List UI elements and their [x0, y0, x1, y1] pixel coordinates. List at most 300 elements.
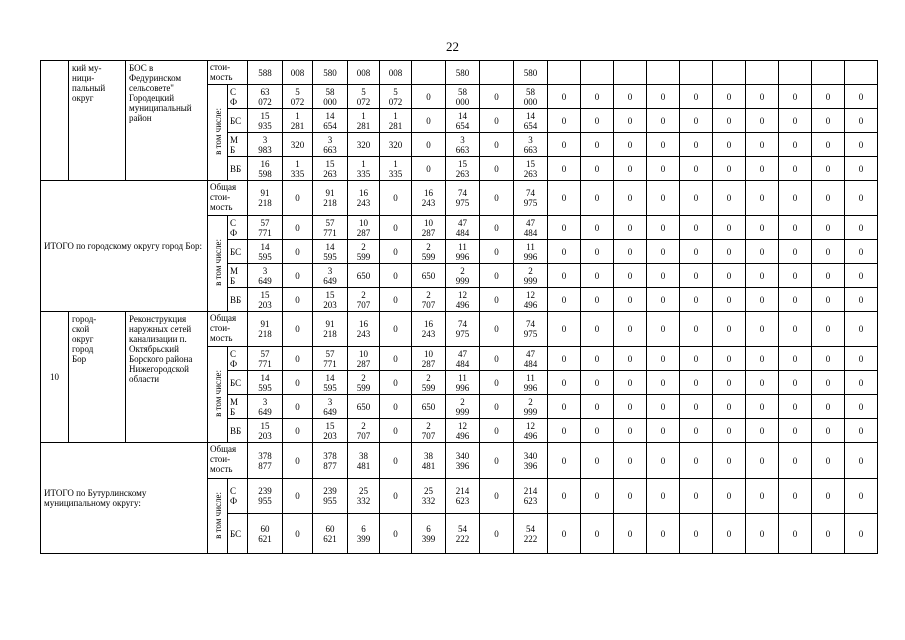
funding-source-label: БС [228, 109, 248, 133]
value-cell: 0 [779, 264, 812, 288]
value-cell: 5 072 [283, 85, 313, 109]
value-cell: 0 [480, 157, 514, 181]
value-cell: 2 707 [412, 419, 446, 443]
value-cell: 0 [845, 157, 878, 181]
value-cell: 0 [812, 133, 845, 157]
value-cell: 0 [845, 240, 878, 264]
value-cell [713, 61, 746, 85]
value-cell: 1 281 [283, 109, 313, 133]
value-cell: 0 [713, 240, 746, 264]
value-cell: 91 218 [313, 181, 348, 216]
value-cell: 0 [380, 371, 412, 395]
value-cell: 0 [614, 347, 647, 371]
value-cell: 74 975 [514, 181, 548, 216]
value-cell: 0 [713, 85, 746, 109]
value-cell: 0 [812, 395, 845, 419]
value-cell: 12 496 [446, 419, 480, 443]
value-cell: 0 [845, 85, 878, 109]
value-cell: 0 [380, 216, 412, 240]
value-cell: 650 [348, 395, 380, 419]
value-cell [412, 61, 446, 85]
funding-source-label: С Ф [228, 216, 248, 240]
value-cell: 57 771 [313, 216, 348, 240]
value-cell: 580 [313, 61, 348, 85]
value-cell: 2 999 [514, 264, 548, 288]
value-cell: 14 595 [248, 371, 283, 395]
value-cell: 0 [614, 514, 647, 554]
project-description: Реконструкция наружных сетей канализации п. Октябрьский Борского района Нижегородской области [126, 312, 208, 443]
value-cell: 0 [647, 347, 680, 371]
value-cell: 0 [680, 371, 713, 395]
value-cell: 0 [283, 216, 313, 240]
value-cell: 0 [647, 109, 680, 133]
value-cell: 0 [380, 514, 412, 554]
value-cell: 0 [713, 312, 746, 347]
value-cell: 0 [581, 240, 614, 264]
value-cell: 0 [614, 419, 647, 443]
value-cell: 0 [680, 109, 713, 133]
value-cell: 15 203 [248, 288, 283, 312]
value-cell: 0 [779, 514, 812, 554]
value-cell: 0 [548, 240, 581, 264]
value-cell: 0 [746, 312, 779, 347]
value-cell: 0 [812, 85, 845, 109]
value-cell: 0 [845, 312, 878, 347]
value-cell: 0 [746, 85, 779, 109]
value-cell [480, 61, 514, 85]
value-cell: 0 [548, 109, 581, 133]
value-cell: 0 [845, 264, 878, 288]
value-cell: 0 [845, 109, 878, 133]
value-cell: 0 [283, 514, 313, 554]
value-cell: 0 [746, 479, 779, 514]
funding-source-label: ВБ [228, 157, 248, 181]
value-cell: 0 [746, 347, 779, 371]
value-cell: 0 [283, 288, 313, 312]
value-cell: 0 [845, 288, 878, 312]
value-cell: 60 621 [313, 514, 348, 554]
value-cell: 0 [647, 395, 680, 419]
value-cell: 0 [548, 443, 581, 479]
value-cell: 0 [713, 264, 746, 288]
in-total-label: в том числе: [212, 491, 223, 539]
in-total-label: в том числе: [212, 370, 223, 417]
value-cell: 58 000 [514, 85, 548, 109]
value-cell: 25 332 [348, 479, 380, 514]
cost-label: Общая стои- мость [208, 312, 248, 347]
value-cell: 0 [480, 288, 514, 312]
value-cell: 0 [746, 371, 779, 395]
value-cell: 0 [746, 216, 779, 240]
value-cell: 3 663 [514, 133, 548, 157]
value-cell [845, 61, 878, 85]
value-cell [647, 61, 680, 85]
cost-label: Общая стои- мость [208, 181, 248, 216]
value-cell: 10 287 [412, 216, 446, 240]
value-cell: 25 332 [412, 479, 446, 514]
value-cell: 74 975 [446, 181, 480, 216]
funding-source-label: С Ф [228, 85, 248, 109]
value-cell: 16 243 [412, 312, 446, 347]
value-cell: 0 [380, 181, 412, 216]
value-cell: 0 [779, 419, 812, 443]
value-cell: 2 999 [446, 264, 480, 288]
value-cell: 91 218 [248, 181, 283, 216]
value-cell: 650 [412, 395, 446, 419]
value-cell: 0 [812, 347, 845, 371]
value-cell: 0 [812, 443, 845, 479]
value-cell: 16 598 [248, 157, 283, 181]
cost-label: Общая стои- мость [208, 443, 248, 479]
value-cell: 0 [548, 216, 581, 240]
total-title: ИТОГО по Бутурлинскому муниципальному округу: [41, 443, 208, 554]
value-cell: 0 [581, 443, 614, 479]
value-cell: 340 396 [446, 443, 480, 479]
value-cell: 0 [647, 240, 680, 264]
value-cell: 0 [746, 181, 779, 216]
value-cell: 0 [746, 395, 779, 419]
value-cell: 0 [812, 479, 845, 514]
value-cell: 3 649 [313, 395, 348, 419]
value-cell: 0 [581, 133, 614, 157]
value-cell: 0 [812, 288, 845, 312]
value-cell: 0 [680, 216, 713, 240]
value-cell: 74 975 [446, 312, 480, 347]
value-cell: 0 [812, 216, 845, 240]
value-cell: 0 [480, 216, 514, 240]
in-total-label: в том числе: [212, 108, 223, 155]
value-cell: 0 [647, 312, 680, 347]
value-cell: 14 595 [248, 240, 283, 264]
value-cell: 10 287 [348, 216, 380, 240]
value-cell: 0 [647, 288, 680, 312]
value-cell: 0 [812, 371, 845, 395]
value-cell: 74 975 [514, 312, 548, 347]
value-cell: 0 [380, 288, 412, 312]
value-cell: 378 877 [248, 443, 283, 479]
value-cell: 63 072 [248, 85, 283, 109]
funding-source-label: М Б [228, 395, 248, 419]
value-cell: 0 [380, 240, 412, 264]
value-cell: 0 [581, 347, 614, 371]
value-cell: 0 [713, 479, 746, 514]
value-cell: 0 [614, 133, 647, 157]
value-cell: 0 [283, 181, 313, 216]
value-cell: 0 [680, 312, 713, 347]
value-cell: 0 [548, 514, 581, 554]
value-cell: 0 [548, 181, 581, 216]
value-cell: 0 [548, 157, 581, 181]
value-cell: 0 [680, 157, 713, 181]
value-cell: 0 [680, 240, 713, 264]
value-cell: 320 [348, 133, 380, 157]
value-cell [581, 61, 614, 85]
value-cell: 5 072 [348, 85, 380, 109]
value-cell: 0 [614, 85, 647, 109]
value-cell: 650 [348, 264, 380, 288]
value-cell: 5 072 [380, 85, 412, 109]
value-cell: 0 [812, 419, 845, 443]
value-cell: 0 [647, 157, 680, 181]
value-cell: 008 [348, 61, 380, 85]
value-cell: 3 649 [248, 395, 283, 419]
value-cell: 0 [283, 312, 313, 347]
value-cell: 0 [412, 109, 446, 133]
value-cell: 008 [380, 61, 412, 85]
value-cell: 580 [446, 61, 480, 85]
value-cell [812, 61, 845, 85]
value-cell: 0 [581, 371, 614, 395]
value-cell: 0 [680, 395, 713, 419]
value-cell: 12 496 [514, 288, 548, 312]
project-description: БОС в Федуринском сельсовете" Городецкий муниципальный район [126, 61, 208, 181]
value-cell: 0 [480, 85, 514, 109]
funding-source-label: М Б [228, 133, 248, 157]
value-cell: 239 955 [248, 479, 283, 514]
value-cell: 0 [647, 419, 680, 443]
table-row [41, 443, 878, 479]
value-cell: 0 [548, 312, 581, 347]
value-cell: 15 203 [313, 288, 348, 312]
value-cell: 0 [581, 479, 614, 514]
value-cell: 0 [779, 443, 812, 479]
value-cell: 0 [581, 109, 614, 133]
value-cell: 0 [746, 109, 779, 133]
value-cell: 0 [548, 479, 581, 514]
value-cell: 0 [746, 240, 779, 264]
value-cell: 0 [680, 514, 713, 554]
value-cell: 0 [746, 443, 779, 479]
value-cell: 0 [480, 419, 514, 443]
value-cell: 0 [614, 240, 647, 264]
value-cell: 3 983 [248, 133, 283, 157]
value-cell: 0 [283, 347, 313, 371]
value-cell [746, 61, 779, 85]
value-cell: 0 [614, 371, 647, 395]
value-cell [548, 61, 581, 85]
value-cell: 378 877 [313, 443, 348, 479]
value-cell: 0 [680, 347, 713, 371]
value-cell: 1 335 [283, 157, 313, 181]
value-cell: 0 [680, 133, 713, 157]
value-cell: 0 [581, 419, 614, 443]
value-cell: 0 [581, 85, 614, 109]
value-cell: 15 935 [248, 109, 283, 133]
in-total-cell [208, 479, 228, 554]
value-cell: 0 [845, 181, 878, 216]
value-cell: 14 654 [446, 109, 480, 133]
value-cell: 320 [283, 133, 313, 157]
value-cell: 15 263 [313, 157, 348, 181]
value-cell: 15 203 [313, 419, 348, 443]
value-cell: 11 996 [446, 371, 480, 395]
total-title: ИТОГО по городскому округу город Бор: [41, 181, 208, 312]
value-cell: 2 707 [412, 288, 446, 312]
value-cell: 14 654 [313, 109, 348, 133]
value-cell: 580 [514, 61, 548, 85]
value-cell: 12 496 [514, 419, 548, 443]
value-cell: 0 [713, 419, 746, 443]
value-cell: 14 595 [313, 240, 348, 264]
value-cell: 0 [614, 288, 647, 312]
value-cell: 320 [380, 133, 412, 157]
value-cell: 0 [680, 443, 713, 479]
value-cell: 0 [283, 479, 313, 514]
value-cell: 0 [283, 240, 313, 264]
value-cell: 0 [647, 133, 680, 157]
value-cell: 0 [779, 181, 812, 216]
value-cell: 2 999 [514, 395, 548, 419]
value-cell: 0 [480, 312, 514, 347]
value-cell: 0 [412, 85, 446, 109]
value-cell: 2 599 [348, 371, 380, 395]
value-cell: 0 [680, 85, 713, 109]
value-cell: 0 [746, 288, 779, 312]
value-cell: 10 287 [348, 347, 380, 371]
funding-source-label: БС [228, 371, 248, 395]
value-cell: 0 [845, 347, 878, 371]
value-cell: 0 [548, 85, 581, 109]
funding-source-label: БС [228, 514, 248, 554]
value-cell: 2 707 [348, 419, 380, 443]
value-cell: 3 649 [248, 264, 283, 288]
value-cell: 214 623 [446, 479, 480, 514]
value-cell: 0 [647, 264, 680, 288]
value-cell: 0 [845, 514, 878, 554]
value-cell: 0 [581, 312, 614, 347]
value-cell: 0 [614, 216, 647, 240]
in-total-cell [208, 85, 228, 181]
value-cell: 14 595 [313, 371, 348, 395]
value-cell: 0 [548, 288, 581, 312]
value-cell: 60 621 [248, 514, 283, 554]
value-cell: 54 222 [446, 514, 480, 554]
value-cell: 0 [480, 109, 514, 133]
value-cell: 57 771 [248, 347, 283, 371]
value-cell: 0 [812, 181, 845, 216]
value-cell: 0 [746, 157, 779, 181]
value-cell: 11 996 [514, 240, 548, 264]
value-cell: 1 335 [380, 157, 412, 181]
value-cell: 0 [779, 347, 812, 371]
value-cell: 0 [779, 312, 812, 347]
value-cell: 0 [581, 514, 614, 554]
value-cell: 0 [380, 347, 412, 371]
value-cell: 0 [614, 157, 647, 181]
value-cell: 0 [713, 371, 746, 395]
value-cell: 0 [614, 395, 647, 419]
value-cell: 0 [779, 216, 812, 240]
budget-table [40, 60, 878, 554]
value-cell: 0 [581, 264, 614, 288]
value-cell: 6 399 [348, 514, 380, 554]
value-cell: 0 [713, 443, 746, 479]
value-cell: 0 [548, 419, 581, 443]
value-cell: 6 399 [412, 514, 446, 554]
value-cell: 0 [779, 109, 812, 133]
value-cell: 0 [713, 288, 746, 312]
value-cell: 38 481 [412, 443, 446, 479]
value-cell: 16 243 [348, 312, 380, 347]
value-cell: 47 484 [514, 216, 548, 240]
value-cell: 214 623 [514, 479, 548, 514]
value-cell: 0 [480, 443, 514, 479]
value-cell: 0 [283, 443, 313, 479]
value-cell: 0 [581, 181, 614, 216]
funding-source-label: БС [228, 240, 248, 264]
value-cell: 1 281 [348, 109, 380, 133]
value-cell: 16 243 [348, 181, 380, 216]
value-cell: 0 [380, 312, 412, 347]
value-cell: 91 218 [313, 312, 348, 347]
value-cell: 0 [779, 395, 812, 419]
value-cell: 0 [614, 312, 647, 347]
value-cell: 588 [248, 61, 283, 85]
value-cell: 0 [480, 133, 514, 157]
in-total-label: в том числе: [212, 239, 223, 286]
value-cell: 0 [283, 419, 313, 443]
value-cell: 0 [614, 264, 647, 288]
value-cell: 16 243 [412, 181, 446, 216]
value-cell: 0 [680, 181, 713, 216]
funding-source-label: С Ф [228, 347, 248, 371]
value-cell: 0 [680, 264, 713, 288]
value-cell: 0 [680, 288, 713, 312]
value-cell: 57 771 [313, 347, 348, 371]
value-cell: 0 [779, 240, 812, 264]
value-cell: 0 [412, 157, 446, 181]
value-cell: 0 [713, 216, 746, 240]
value-cell: 0 [283, 264, 313, 288]
value-cell: 650 [412, 264, 446, 288]
value-cell: 0 [647, 514, 680, 554]
value-cell: 0 [647, 216, 680, 240]
value-cell: 15 263 [514, 157, 548, 181]
value-cell [779, 61, 812, 85]
value-cell: 0 [380, 479, 412, 514]
value-cell: 0 [713, 395, 746, 419]
value-cell: 2 599 [412, 240, 446, 264]
value-cell: 0 [812, 514, 845, 554]
value-cell: 0 [713, 109, 746, 133]
municipality-name: город- ской округ город Бор [69, 312, 126, 443]
value-cell: 3 663 [446, 133, 480, 157]
value-cell: 0 [779, 157, 812, 181]
value-cell: 0 [713, 347, 746, 371]
value-cell: 15 203 [248, 419, 283, 443]
value-cell: 0 [812, 312, 845, 347]
value-cell: 47 484 [446, 347, 480, 371]
value-cell: 0 [812, 240, 845, 264]
value-cell: 2 599 [412, 371, 446, 395]
value-cell: 2 599 [348, 240, 380, 264]
cost-label: стои- мость [208, 61, 248, 85]
in-total-cell [208, 216, 228, 312]
value-cell: 0 [647, 181, 680, 216]
value-cell: 47 484 [514, 347, 548, 371]
table-row [41, 312, 878, 347]
value-cell: 340 396 [514, 443, 548, 479]
municipality-name: кий му- ници- пальный округ [69, 61, 126, 181]
value-cell: 0 [647, 371, 680, 395]
value-cell: 0 [412, 133, 446, 157]
value-cell: 58 000 [313, 85, 348, 109]
value-cell: 3 663 [313, 133, 348, 157]
value-cell: 0 [746, 133, 779, 157]
value-cell: 38 481 [348, 443, 380, 479]
value-cell: 0 [812, 157, 845, 181]
value-cell: 0 [581, 288, 614, 312]
